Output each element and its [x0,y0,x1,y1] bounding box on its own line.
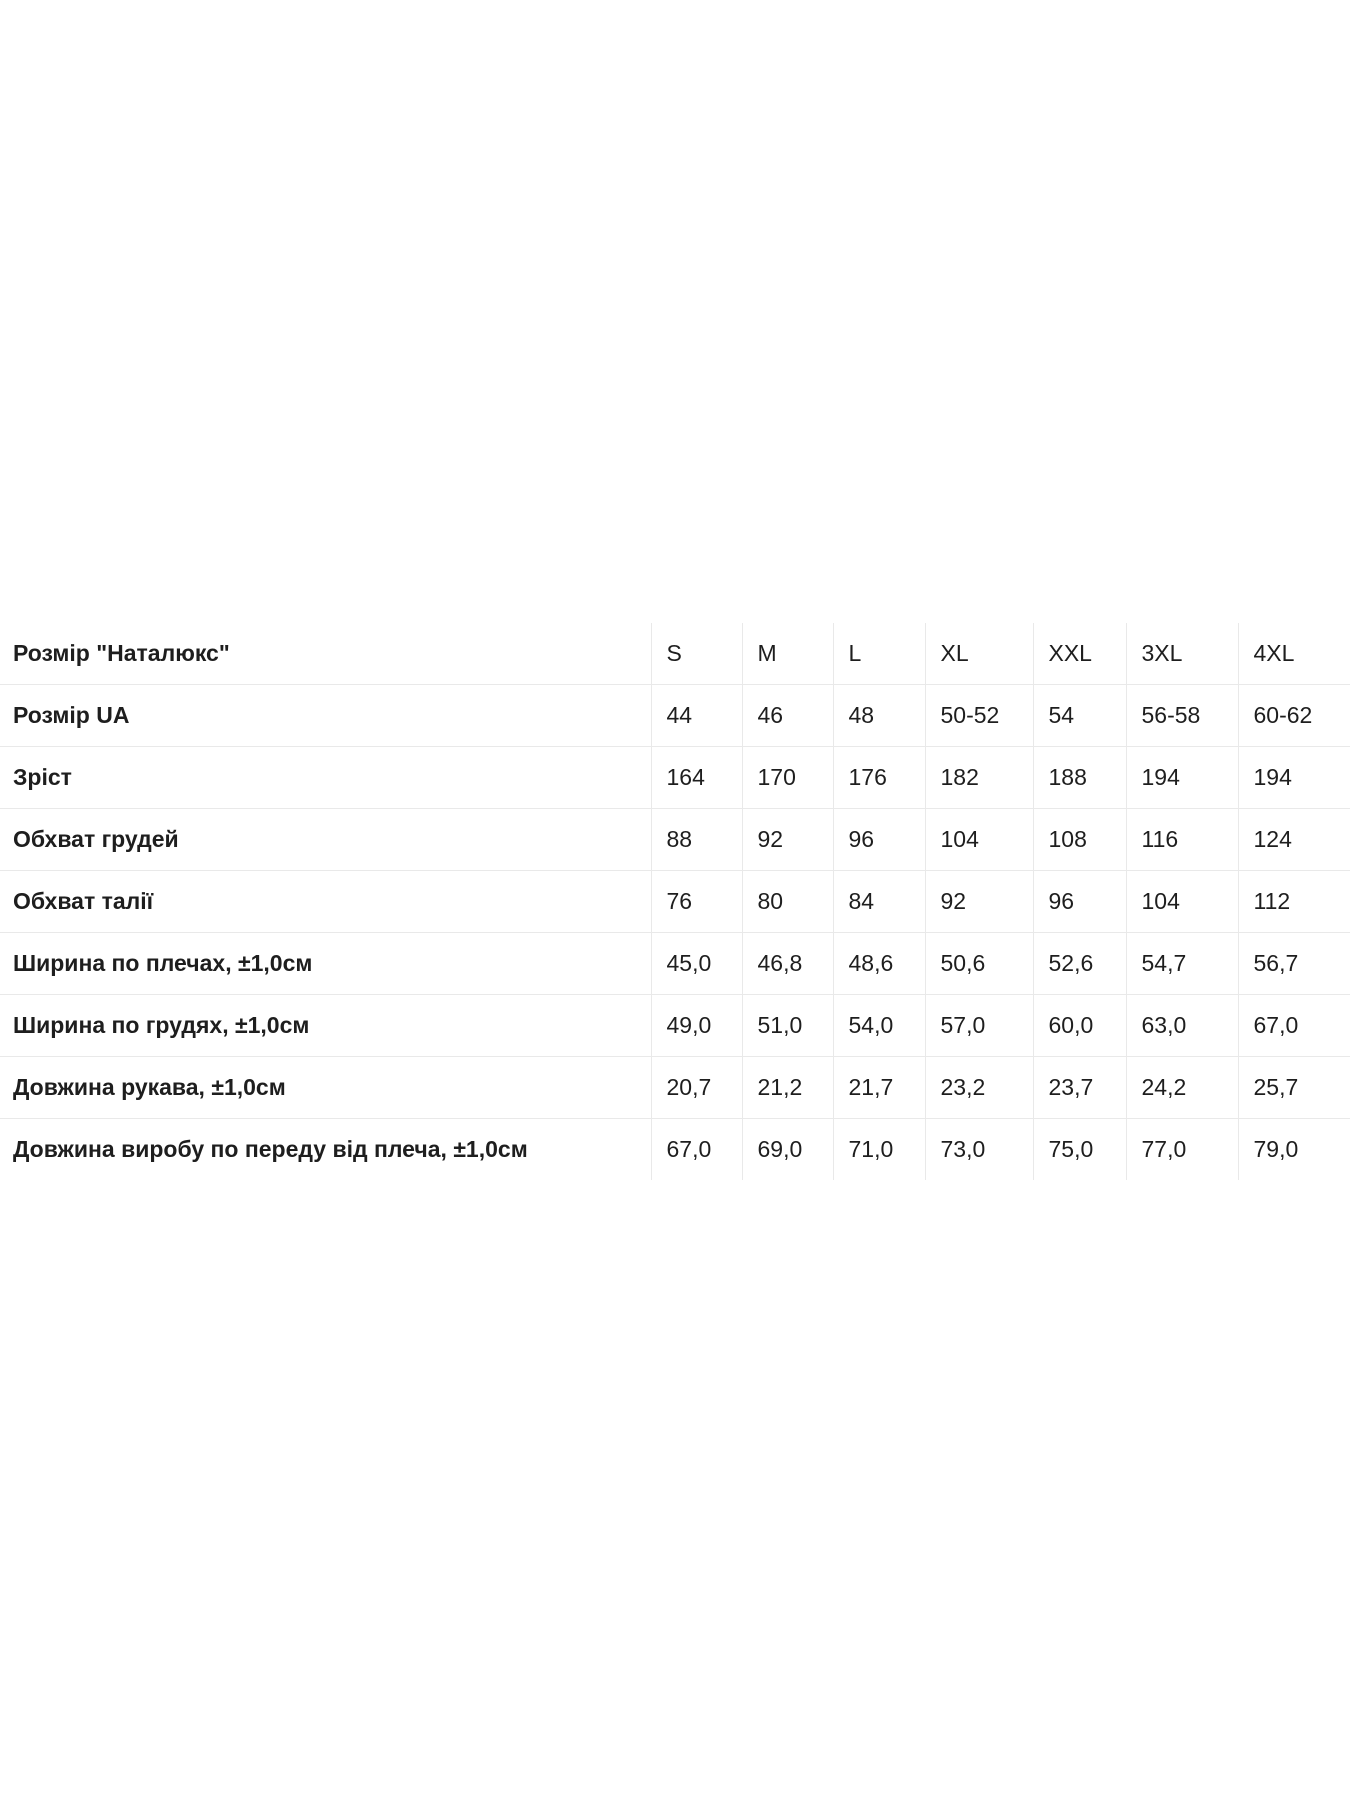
measurement-label: Ширина по грудях, ±1,0см [0,995,651,1057]
size-value: 80 [742,871,833,933]
measurement-label: Розмір "Наталюкс" [0,623,651,685]
size-value: 23,7 [1033,1057,1126,1119]
size-value: 21,2 [742,1057,833,1119]
size-column-header-4xl: 4XL [1238,623,1350,685]
size-value: 96 [833,809,925,871]
size-value: 63,0 [1126,995,1238,1057]
size-value: 25,7 [1238,1057,1350,1119]
measurement-label: Розмір UA [0,685,651,747]
size-value: 104 [1126,871,1238,933]
measurement-label: Ширина по плечах, ±1,0см [0,933,651,995]
table-row-header [0,623,1350,685]
size-value: 73,0 [925,1119,1033,1181]
size-value: 23,2 [925,1057,1033,1119]
table-row-chest-width [0,995,1350,1057]
size-value: 20,7 [651,1057,742,1119]
measurement-label: Обхват талії [0,871,651,933]
size-column-header-xl: XL [925,623,1033,685]
size-value: 77,0 [1126,1119,1238,1181]
measurement-label: Довжина рукава, ±1,0см [0,1057,651,1119]
size-value: 60,0 [1033,995,1126,1057]
size-value: 112 [1238,871,1350,933]
size-value: 71,0 [833,1119,925,1181]
size-value: 194 [1126,747,1238,809]
size-value: 52,6 [1033,933,1126,995]
size-value: 88 [651,809,742,871]
size-value: 51,0 [742,995,833,1057]
size-value: 54 [1033,685,1126,747]
table-row-height [0,747,1350,809]
size-value: 104 [925,809,1033,871]
table-row-size-ua [0,685,1350,747]
size-value: 170 [742,747,833,809]
size-value: 54,7 [1126,933,1238,995]
size-column-header-3xl: 3XL [1126,623,1238,685]
table-row-shoulder-width [0,933,1350,995]
size-value: 48 [833,685,925,747]
size-value: 44 [651,685,742,747]
size-value: 108 [1033,809,1126,871]
measurement-label: Зріст [0,747,651,809]
size-value: 182 [925,747,1033,809]
size-value: 45,0 [651,933,742,995]
size-value: 56-58 [1126,685,1238,747]
size-value: 92 [742,809,833,871]
size-value: 116 [1126,809,1238,871]
size-value: 84 [833,871,925,933]
table-row-sleeve-length [0,1057,1350,1119]
size-value: 124 [1238,809,1350,871]
size-value: 46,8 [742,933,833,995]
size-value: 76 [651,871,742,933]
size-column-header-l: L [833,623,925,685]
size-value: 54,0 [833,995,925,1057]
size-value: 48,6 [833,933,925,995]
size-value: 50-52 [925,685,1033,747]
size-value: 69,0 [742,1119,833,1181]
size-value: 75,0 [1033,1119,1126,1181]
size-value: 164 [651,747,742,809]
size-value: 21,7 [833,1057,925,1119]
table-row-waist [0,871,1350,933]
table-row-chest [0,809,1350,871]
size-value: 176 [833,747,925,809]
size-column-header-s: S [651,623,742,685]
size-value: 67,0 [651,1119,742,1181]
size-value: 24,2 [1126,1057,1238,1119]
size-value: 46 [742,685,833,747]
size-value: 96 [1033,871,1126,933]
size-value: 49,0 [651,995,742,1057]
size-value: 60-62 [1238,685,1350,747]
size-value: 188 [1033,747,1126,809]
size-chart-table [0,623,1350,1180]
size-column-header-xxl: XXL [1033,623,1126,685]
size-value: 56,7 [1238,933,1350,995]
size-value: 92 [925,871,1033,933]
size-value: 67,0 [1238,995,1350,1057]
size-value: 57,0 [925,995,1033,1057]
size-value: 79,0 [1238,1119,1350,1181]
table-row-front-length [0,1119,1350,1181]
measurement-label: Обхват грудей [0,809,651,871]
size-column-header-m: M [742,623,833,685]
measurement-label: Довжина виробу по переду від плеча, ±1,0см [13,1135,528,1162]
size-value: 194 [1238,747,1350,809]
size-value: 50,6 [925,933,1033,995]
